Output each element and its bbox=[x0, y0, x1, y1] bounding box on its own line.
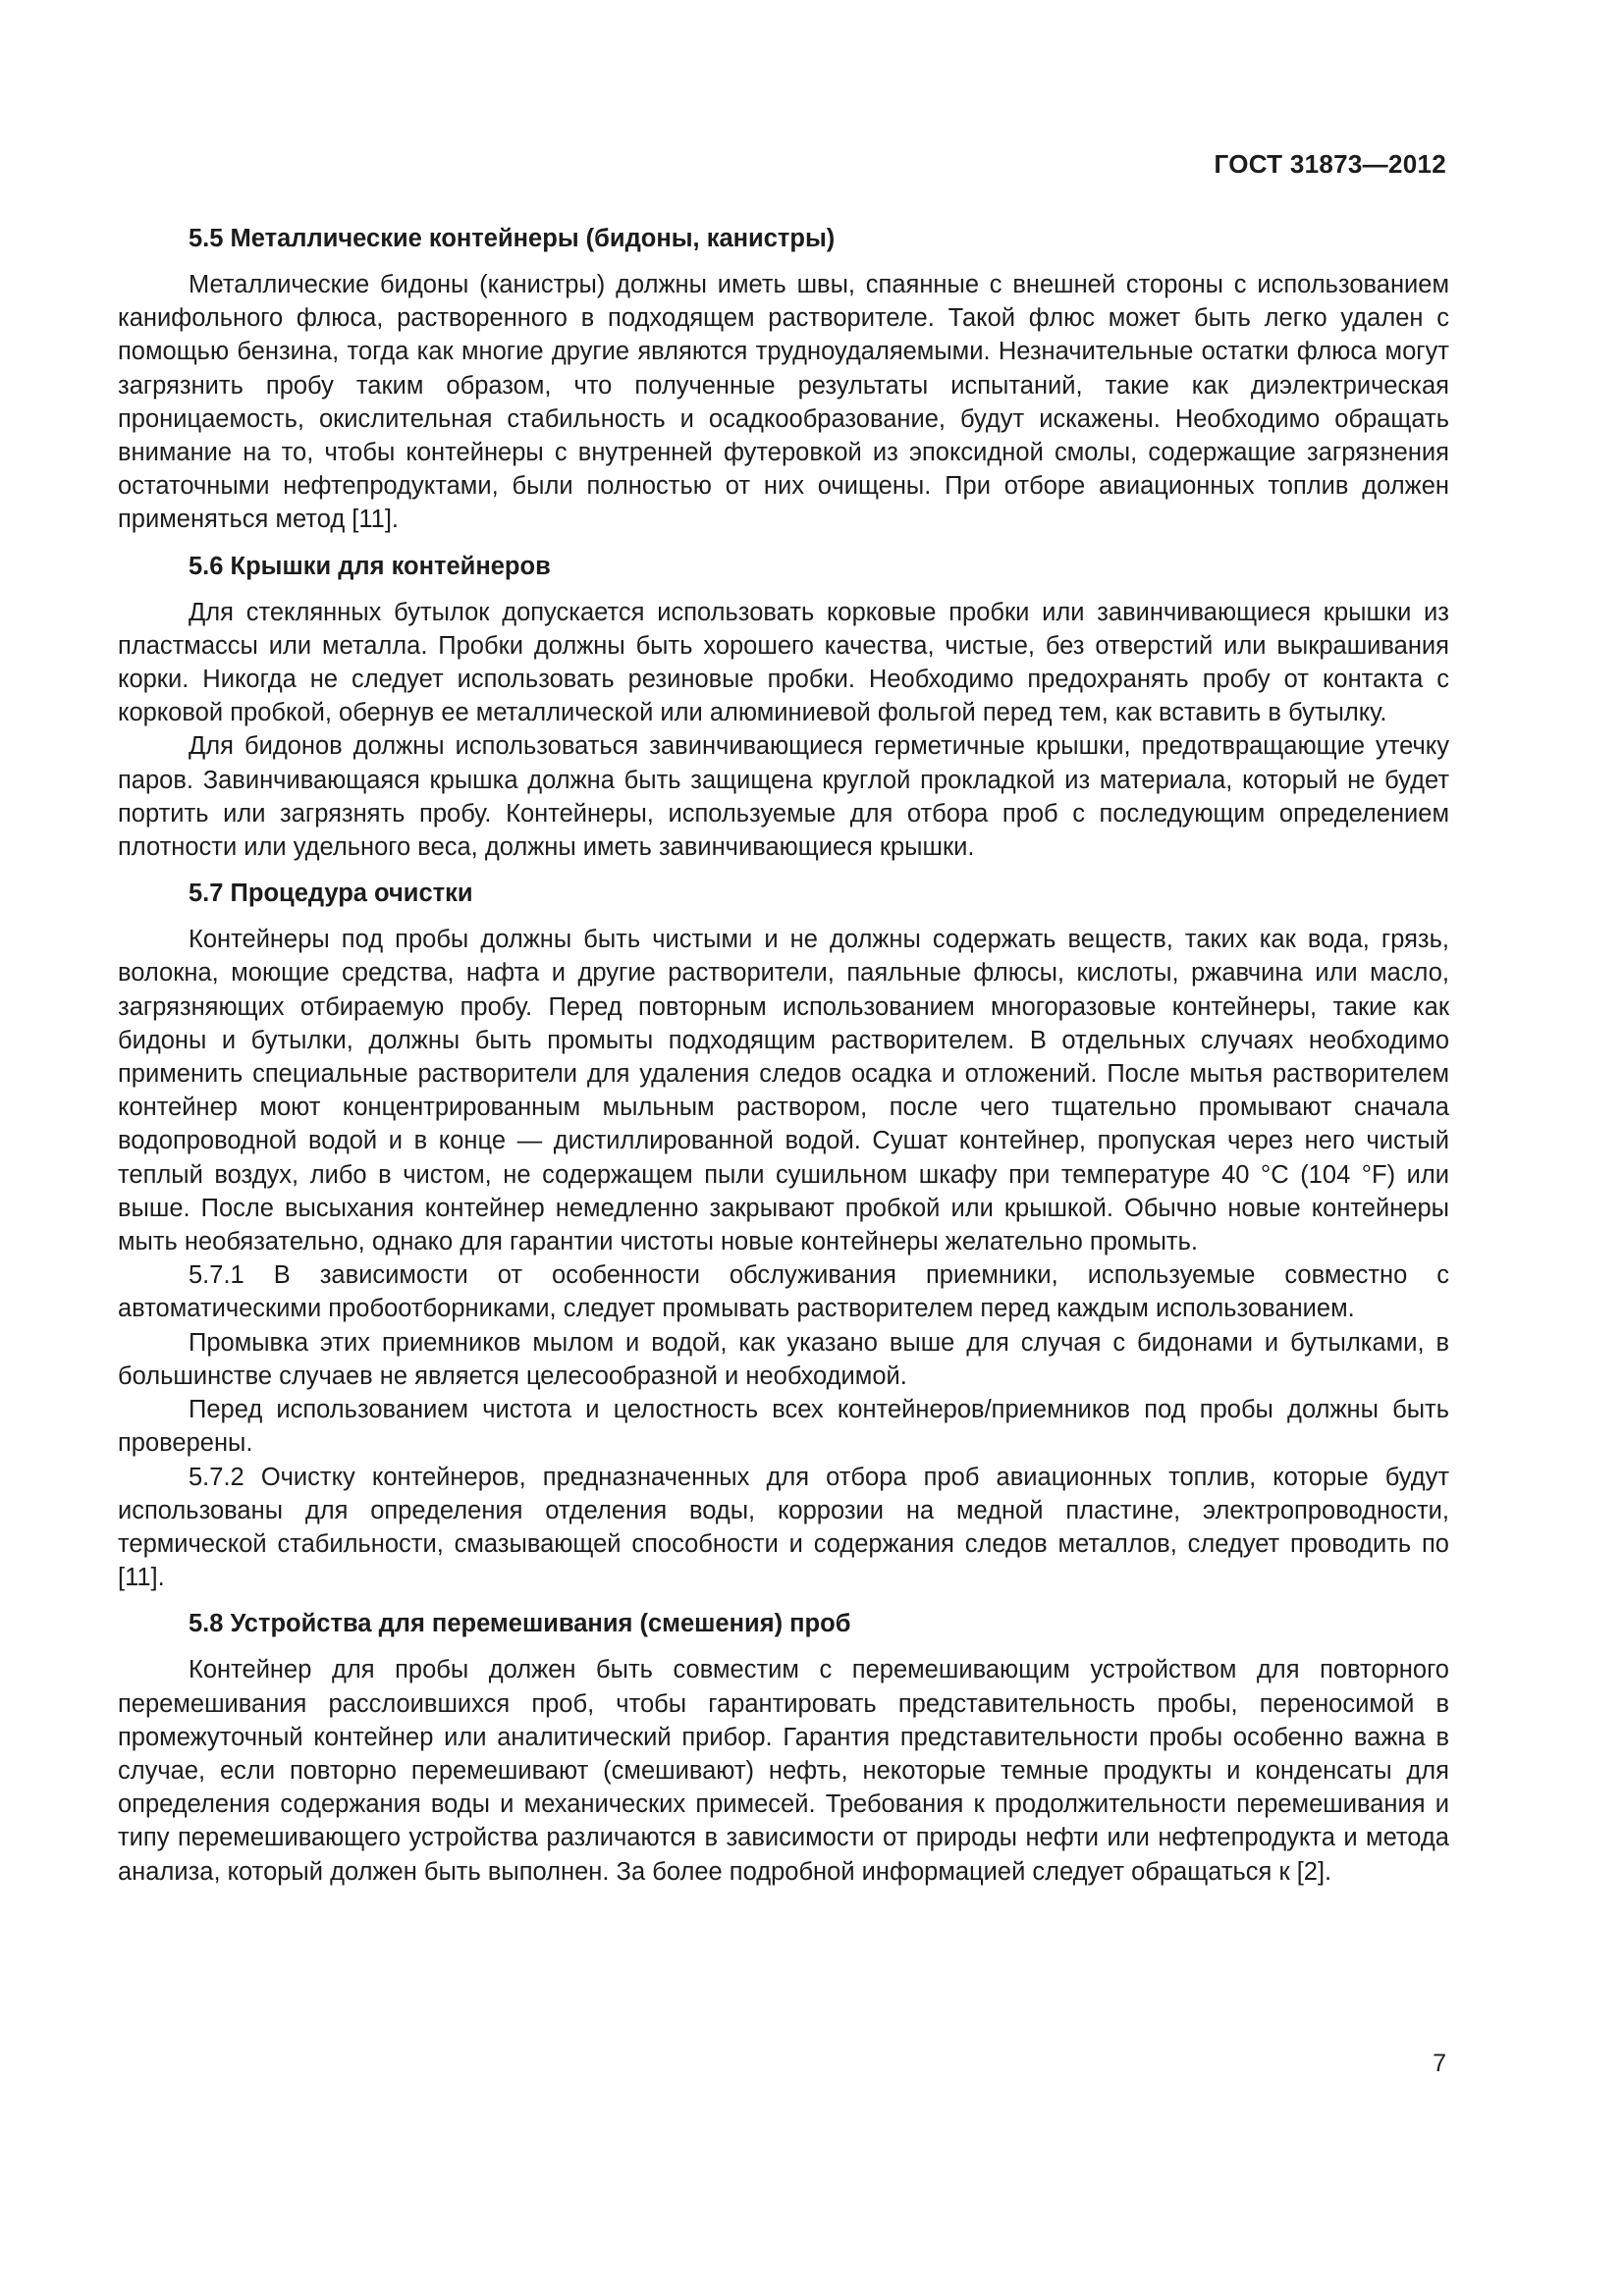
paragraph: Контейнеры под пробы должны быть чистыми и не должны содержать веществ, таких как вода, грязь, волокна, моющие средства, нафта и другие растворители, паяльные флюсы, кислоты, ржавчина или масло, загрязняющих отбираемую пробу. Перед повторным использованием многоразовые контейнеры, такие как бидоны и бутылки, должны быть промыты подходящим растворителем. В отдельных случаях необходимо применить специальные растворители для удаления следов осадка и отложений. После мытья растворителем контейнер моют концентрированным мыльным раствором, после чего тщательно промывают сначала водопроводной водой и в конце — дистиллированной водой. Сушат контейнер, пропуская через него чистый теплый воздух, либо в чистом, не содержащем пыли сушильном шкафу при температуре 40 °С (104 °F) или выше. После высыхания контейнер немедленно закрывают пробкой или крышкой. Обычно новые контейнеры мыть необязательно, однако для гарантии чистоты новые контейнеры желательно промыть. bbox=[118, 926, 1449, 1256]
paragraph: Для бидонов должны использоваться завинчивающиеся герметичные крышки, предотвращающие утечку паров. Завинчивающаяся крышка должна быть защищена круглой прокладкой из материала, который не будет портить или загрязнять пробу. Контейнеры, используемые для отбора проб с последующим определением плотности или удельного веса, должны иметь завинчивающиеся крышки. bbox=[118, 732, 1449, 862]
section-5-6 bbox=[118, 550, 1449, 865]
page-number: 7 bbox=[1433, 2050, 1446, 2077]
section-5-7 bbox=[118, 877, 1449, 1594]
section-heading: 5.5 Металлические контейнеры (бидоны, канистры) bbox=[189, 225, 836, 252]
paragraph: Металлические бидоны (канистры) должны иметь швы, спаянные с внешней стороны с использованием канифольного флюса, растворенного в подходящем растворителе. Такой флюс может быть легко удален с помощью бензина, тогда как многие другие являются трудноудаляемыми. Незначительные остатки флюса могут загрязнить пробу таким образом, что полученные результаты испытаний, такие как диэлектрическая проницаемость, окислительная стабильность и осадкообразование, будут искажены. Необходимо обращать внимание на то, чтобы контейнеры с внутренней футеровкой из эпоксидной смолы, содержащие загрязнения остаточными нефтепродуктами, были полностью от них очищены. При отборе авиационных топлив должен применяться метод [11]. bbox=[118, 271, 1449, 534]
subsection-paragraph: 5.7.1 В зависимости от особенности обслуживания приемники, используемые совместно с автоматическими пробоотборниками, следует промывать растворителем перед каждым использованием. bbox=[118, 1261, 1449, 1323]
paragraph: Перед использованием чистота и целостность всех контейнеров/приемников под пробы должны быть проверены. bbox=[118, 1396, 1449, 1458]
section-heading: 5.8 Устройства для перемешивания (смешения) проб bbox=[189, 1610, 851, 1638]
subsection-paragraph: 5.7.2 Очистку контейнеров, предназначенных для отбора проб авиационных топлив, которые будут использованы для определения отделения воды, коррозии на медной пластине, электропроводности, термической стабильности, смазывающей способности и содержания следов металлов, следует проводить по [11]. bbox=[118, 1463, 1449, 1592]
page-content bbox=[118, 222, 1449, 1889]
section-heading: 5.6 Крышки для контейнеров bbox=[189, 552, 551, 580]
paragraph: Промывка этих приемников мылом и водой, как указано выше для случая с бидонами и бутылками, в большинстве случаев не является целесообразной и необходимой. bbox=[118, 1328, 1449, 1390]
document-code: ГОСТ 31873—2012 bbox=[1214, 149, 1446, 179]
paragraph: Контейнер для пробы должен быть совместим с перемешивающим устройством для повторного перемешивания расслоившихся проб, чтобы гарантировать представительность пробы, переносимой в промежуточный контейнер или аналитический прибор. Гарантия представительности пробы особенно важна в случае, если повторно перемешивают (смешивают) нефть, некоторые темные продукты и конденсаты для определения содержания воды и механических примесей. Требования к продолжительности перемешивания и типу перемешивающего устройства различаются в зависимости от природы нефти или нефтепродукта и метода анализа, который должен быть выполнен. За более подробной информацией следует обращаться к [2]. bbox=[118, 1656, 1449, 1886]
paragraph: Для стеклянных бутылок допускается использовать корковые пробки или завинчивающиеся крышки из пластмассы или металла. Пробки должны быть хорошего качества, чистые, без отверстий или выкрашивания корки. Никогда не следует использовать резиновые пробки. Необходимо предохранять пробу от контакта с корковой пробкой, обернув ее металлической или алюминиевой фольгой перед тем, как вставить в бутылку. bbox=[118, 598, 1449, 727]
section-heading: 5.7 Процедура очистки bbox=[189, 880, 473, 908]
section-5-8 bbox=[118, 1607, 1449, 1888]
section-5-5 bbox=[118, 222, 1449, 537]
